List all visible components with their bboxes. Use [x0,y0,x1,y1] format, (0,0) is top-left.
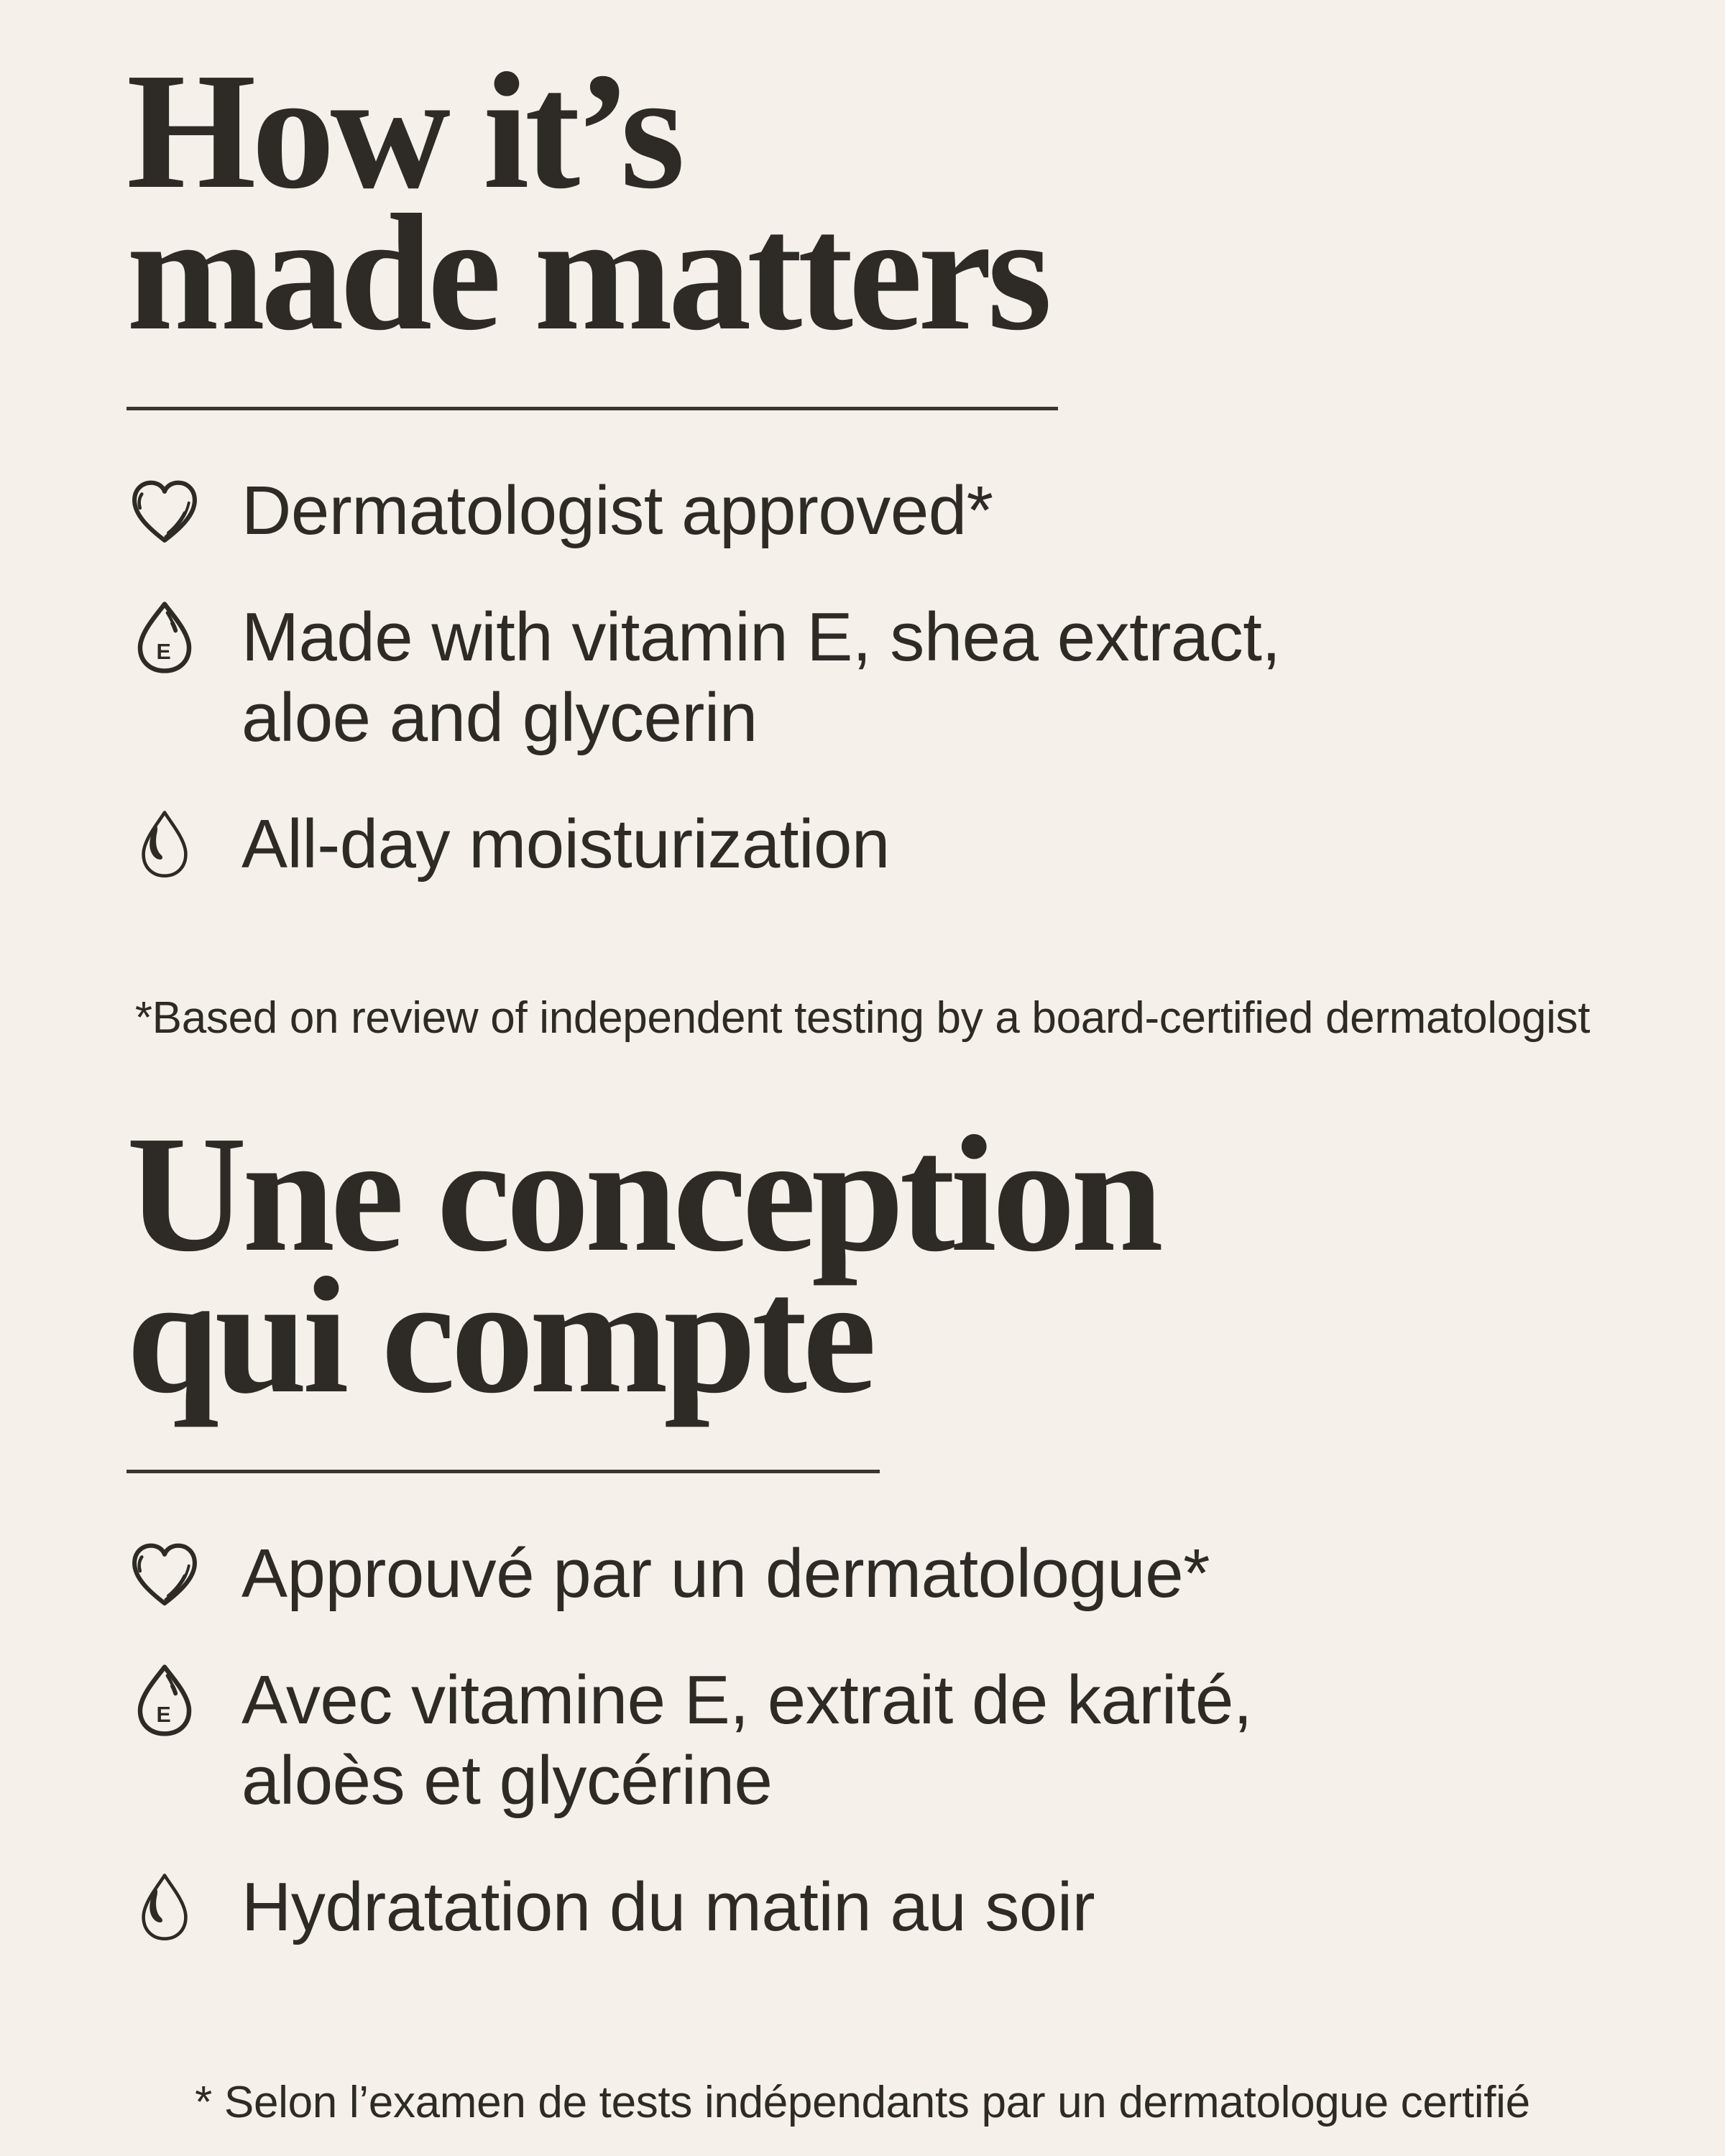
bullet-text: All-day moisturization [242,806,890,883]
bullet-ingredients-fr [126,1660,1653,1821]
heart-icon [126,1534,203,1614]
bullet-text: Approuvé par un dermatologue* [242,1535,1210,1613]
bullet-dermatologist-approved [126,471,1653,551]
heading-french-line1: Une conception [126,1101,1159,1286]
heading-english-line2: made matters [126,180,1048,366]
bullet-approuve-dermatologue [126,1534,1653,1614]
section-french [0,1101,1725,2129]
heart-icon [126,471,203,551]
divider-rule-english [126,407,1058,410]
heading-english-line1: How it’s [126,39,681,224]
vitamin-e-drop-icon [126,1660,203,1741]
divider-rule-french [126,1470,880,1473]
heading-french-line2: qui compte [126,1243,873,1428]
benefit-list-english [126,471,1653,885]
bullet-moisturization [126,804,1653,885]
vitamin-e-letter: E [156,1703,171,1727]
bullet-text: Hydratation du matin au soir [242,1869,1095,1946]
bullet-hydratation [126,1867,1653,1948]
benefit-list-french [126,1534,1653,1948]
bullet-text: Dermatologist approved* [242,472,993,550]
bullet-text: Avec vitamine E, extrait de karité, aloès et glycérine [242,1662,1253,1820]
heading-french [126,1101,1653,1428]
water-drop-icon [126,804,203,885]
section-english [0,0,1725,1044]
bullet-ingredients [126,597,1653,758]
footnote-french: * Selon l’examen de tests indépendants par un dermatologue certifié [195,2078,1530,2128]
footnote-english: *Based on review of independent testing by a board-certified dermatologist [134,993,1591,1044]
heading-english [126,0,1653,366]
bullet-text: Made with vitamin E, shea extract, aloe and glycerin [242,599,1281,757]
water-drop-icon [126,1867,203,1948]
vitamin-e-letter: E [156,640,171,665]
vitamin-e-drop-icon [126,597,203,678]
